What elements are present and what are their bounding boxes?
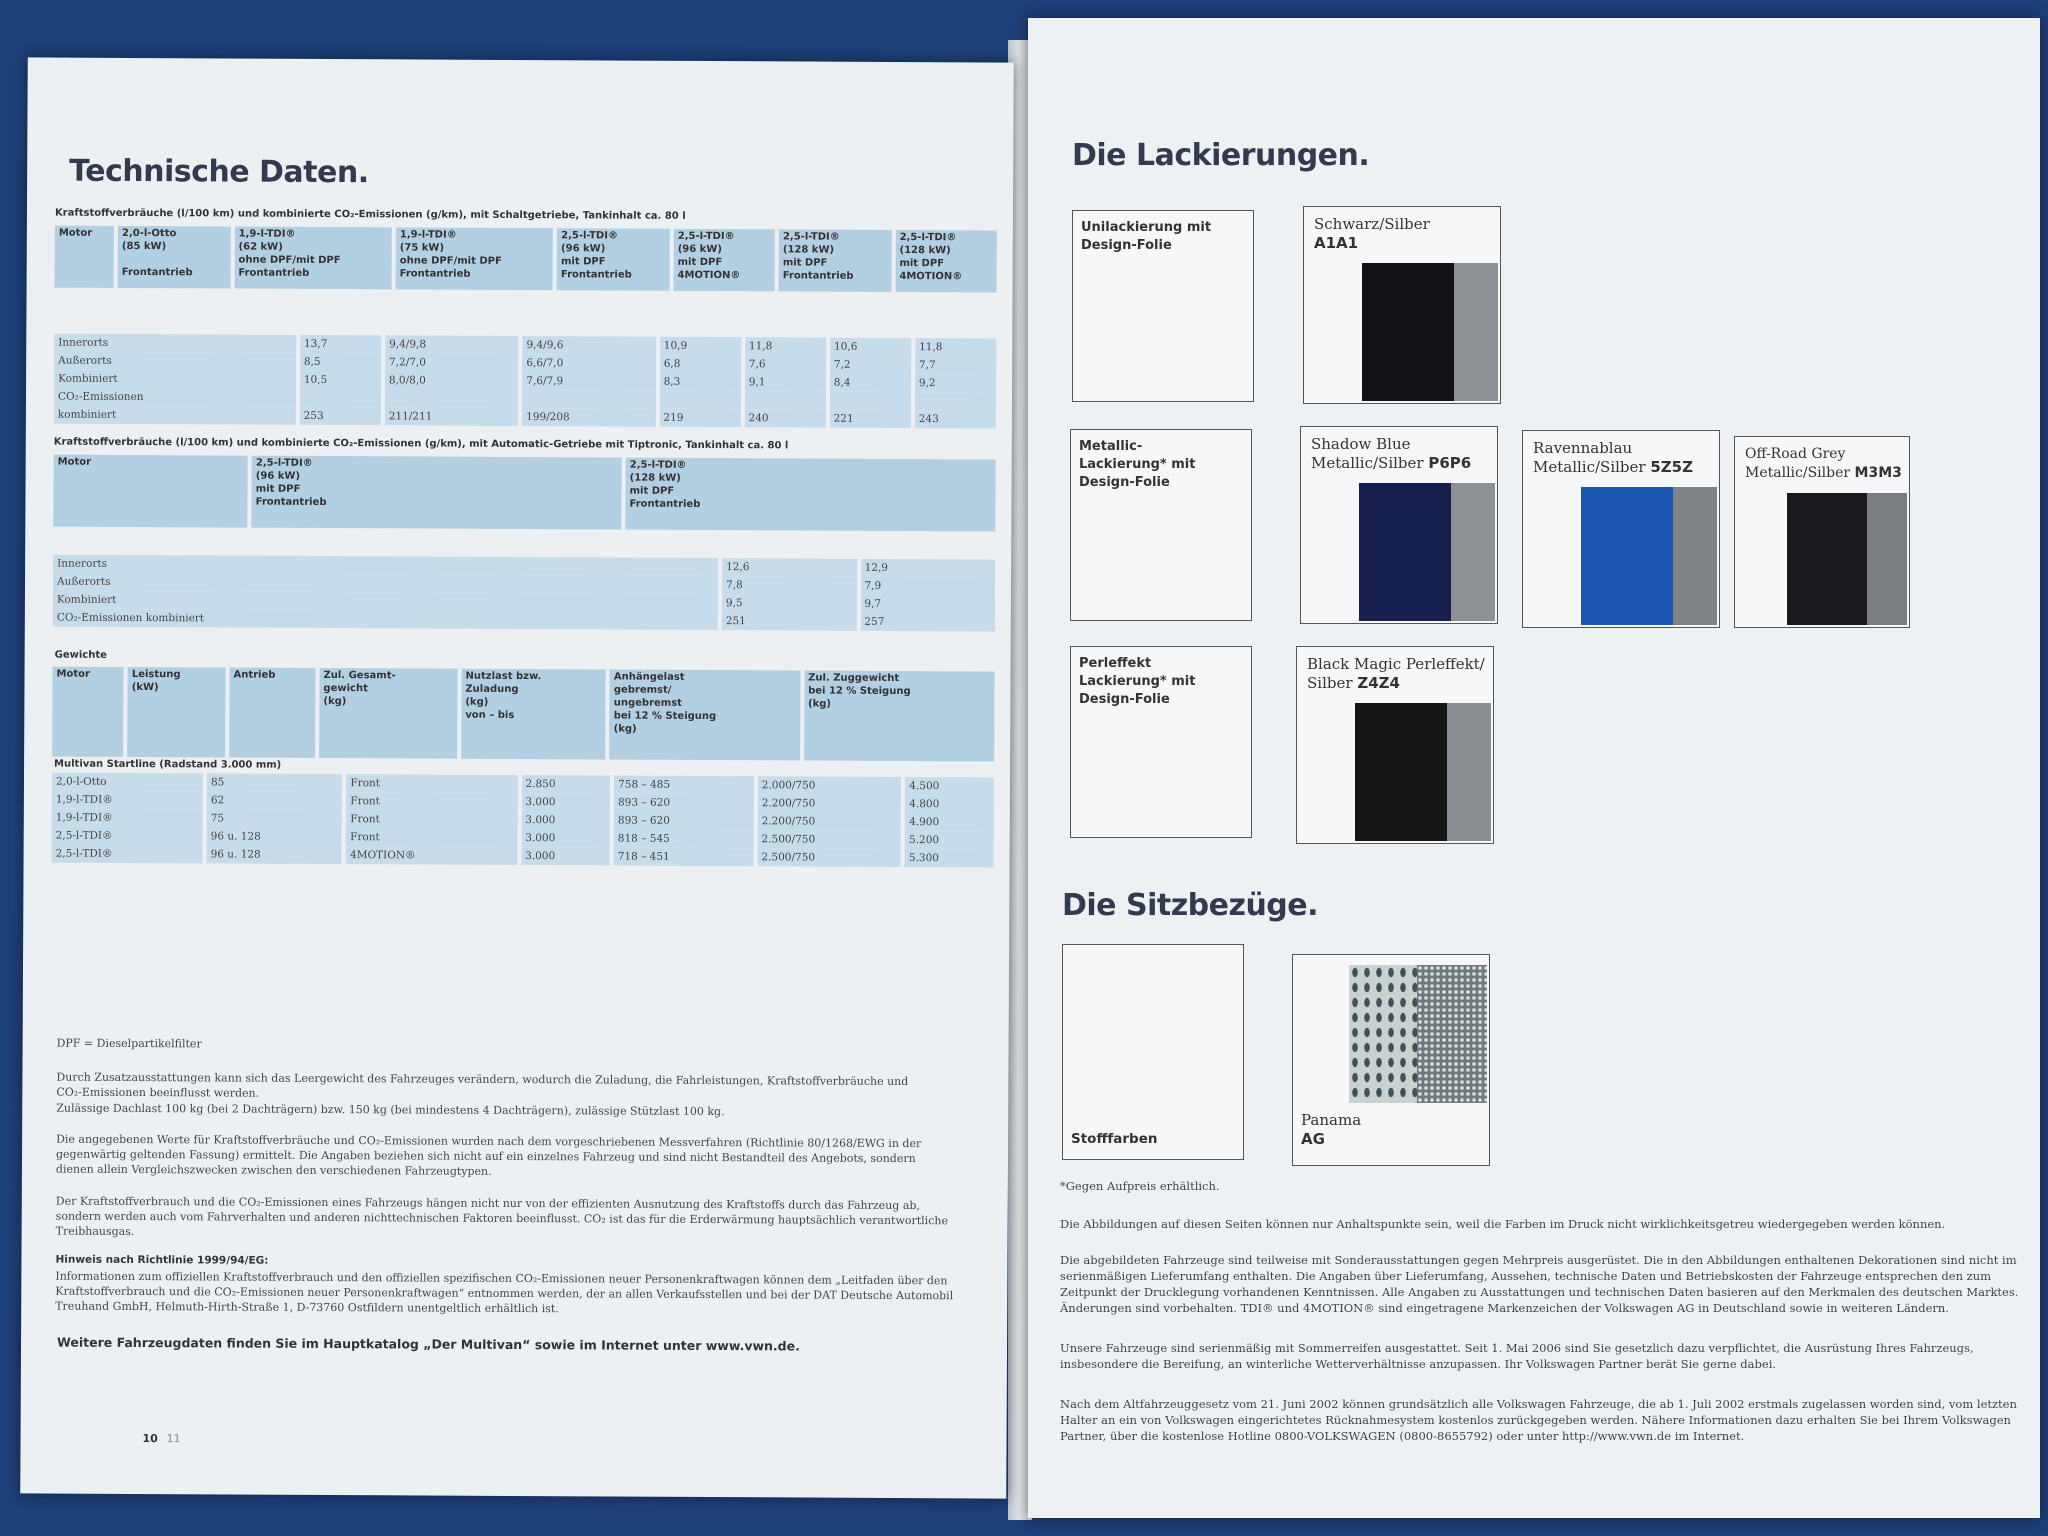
table-cell: 243 xyxy=(915,410,996,428)
header-line: Frontantrieb xyxy=(399,268,471,280)
table-cell: 62 xyxy=(207,791,343,810)
header-line: (62 kW) xyxy=(238,241,283,253)
table-cell: 818 – 545 xyxy=(614,830,754,849)
table-cell: 758 – 485 xyxy=(614,776,754,795)
table-cell: 7,9 xyxy=(860,577,995,596)
header-line: mit DPF xyxy=(677,256,723,269)
swatch-name: Black Magic Perleffekt/ Silber xyxy=(1307,655,1485,692)
swatch-name: Ravennablau Metallic/Silber xyxy=(1533,439,1646,476)
header-line: (128 kW) xyxy=(629,472,681,484)
seat-swatch-panama[interactable] xyxy=(1292,954,1490,1166)
table-cell: 4.800 xyxy=(905,795,994,813)
header-line: (kg) xyxy=(323,695,347,708)
paint-category-uni xyxy=(1072,210,1254,402)
table-cell: 96 u. 128 xyxy=(207,845,343,864)
paint-category-label: Metallic-Lackierung* mit Design-Folie xyxy=(1079,439,1196,490)
table-cell: CO₂-Emissionen kombiniert xyxy=(53,609,718,630)
page-number-left: 10 xyxy=(142,1432,158,1446)
table-cell xyxy=(385,389,518,408)
color-swatch-a1a1[interactable] xyxy=(1303,206,1501,404)
table-cell: 211/211 xyxy=(385,407,518,426)
table2-caption: Kraftstoffverbräuche (l/100 km) und kombinierte CO₂-Emissionen (g/km), mit Automatic-Getriebe mit Tiptronic, Tankinhalt ca. 80 l xyxy=(53,436,789,452)
table2-header xyxy=(49,452,999,535)
header-line: Motor xyxy=(58,227,93,239)
seat-swatch-name: Panama xyxy=(1301,1111,1362,1129)
table-cell: Kombiniert xyxy=(53,591,718,612)
header-line: Frontantrieb xyxy=(238,267,310,279)
table-cell: 6,8 xyxy=(660,355,741,373)
table-cell xyxy=(522,390,655,409)
page-title-technische-daten: Technische Daten. xyxy=(69,153,369,191)
table-cell: 12,6 xyxy=(722,558,857,577)
table-header-cell xyxy=(252,456,622,530)
header-line: Motor xyxy=(56,668,90,680)
table-cell: 3.000 xyxy=(521,847,610,865)
swatch-stripe-fill xyxy=(1454,263,1498,401)
table1-caption: Kraftstoffverbräuche (l/100 km) und kombinierte CO₂-Emissionen (g/km), mit Schaltgetriebe, Tankinhalt ca. 80 l xyxy=(54,207,686,222)
header-line: (kg) xyxy=(808,698,832,710)
table-header-cell xyxy=(895,230,997,293)
table-cell: 96 u. 128 xyxy=(207,827,343,846)
table-cell: 253 xyxy=(300,407,381,425)
header-line: gebremst/ xyxy=(613,684,672,696)
header-line: mit DPF xyxy=(782,257,828,269)
header-line: Motor xyxy=(57,456,92,468)
paint-category-perleffekt xyxy=(1070,646,1252,838)
header-line: Frontantrieb xyxy=(629,498,701,510)
table-cell: 8,5 xyxy=(300,353,381,371)
header-line: mit DPF xyxy=(899,257,945,270)
table-header-cell xyxy=(461,669,606,760)
table-cell: 221 xyxy=(830,410,911,428)
header-line: Frontantrieb xyxy=(782,270,854,282)
header-line: (kg) xyxy=(613,723,637,735)
note-p1b: Zulässige Dachlast 100 kg (bei 2 Dachträgern) bzw. 150 kg (bei mindestens 4 Dachträgern), zulässige Stützlast 100 kg. xyxy=(56,1101,725,1119)
table-cell: 2.850 xyxy=(521,775,610,793)
header-line: 2,5-l-TDI® xyxy=(561,230,618,242)
table-cell: 8,3 xyxy=(660,373,741,391)
table-cell: 7,8 xyxy=(722,576,857,595)
table-header-cell xyxy=(625,458,995,532)
table-cell: 2.000/750 xyxy=(758,776,902,795)
table-header-cell xyxy=(127,667,225,758)
header-line: 2,0-l-Otto xyxy=(121,227,177,240)
swatch-name: Off-Road Grey Metallic/Silber xyxy=(1745,446,1851,481)
table-cell: 3.000 xyxy=(521,793,610,811)
swatch-color-fill xyxy=(1359,483,1451,621)
fine-print-reifen: Unsere Fahrzeuge sind serienmäßig mit Sommerreifen ausgestattet. Seit 1. Mai 2006 sind Sie gesetzlich dazu verpflichtet, die Ausrüstung Ihres Fahrzeugs, insbesondere die Bereifung, an winterliche Wetterverhältnisse anzupassen. Ihr Volkswagen Partner berät Sie gerne dabei. xyxy=(1060,1341,1974,1371)
table-cell: 7,2/7,0 xyxy=(385,353,518,372)
table-cell: Front xyxy=(346,828,517,847)
swatch-stripe-fill xyxy=(1451,483,1495,621)
note-p3: Der Kraftstoffverbrauch und die CO₂-Emissionen eines Fahrzeugs hängen nicht nur von der effizienten Ausnutzung des Kraftstoffs durch das Fahrzeug ab, sondern werden auch vom Fahrverhalten und anderen nichttechnischen Faktoren beeinflusst. CO₂ ist das für die Erderwärmung hauptsächlich verantwortliche Treibhausgas. xyxy=(55,1194,949,1239)
note-p1: Durch Zusatzausstattungen kann sich das Leergewicht des Fahrzeuges verändern, wodurch die Zuladung, die Fahrleistungen, Kraftstoffverbräuche und CO₂-Emissionen beeinflusst werden. xyxy=(56,1070,909,1100)
table-cell: 718 – 451 xyxy=(614,848,754,867)
header-line: bei 12 % Steigung xyxy=(613,710,717,723)
header-line: gewicht xyxy=(323,682,368,695)
note-p2: Die angegebenen Werte für Kraftstoffverbräuche und CO₂-Emissionen wurden nach dem vorgeschriebenen Messverfahren (Richtlinie 80/1268/EWG in der gegenwärtig geltenden Fassung) ermittelt. Die Angaben beziehen sich nicht auf ein einzelnes Fahrzeug und sind nicht Bestandteil des Angebots, sondern dienen allein Vergleichszwecken zwischen den verschiedenen Fahrzeugtypen. xyxy=(55,1132,922,1178)
header-line: 2,5-l-TDI® xyxy=(677,230,735,243)
table-cell: 199/208 xyxy=(522,408,655,427)
header-line: Nutzlast bzw. xyxy=(465,670,542,683)
table-cell xyxy=(300,389,381,407)
header-line: (96 kW) xyxy=(255,470,301,482)
table-header-cell xyxy=(53,455,248,528)
table-cell: 2.200/750 xyxy=(758,794,902,813)
table-cell: 9,7 xyxy=(860,595,995,614)
table-cell xyxy=(915,392,996,410)
table-row xyxy=(53,609,995,632)
header-line: Frontantrieb xyxy=(121,266,193,279)
header-line: 4MOTION® xyxy=(677,269,741,282)
table-cell xyxy=(745,391,826,409)
table-header-cell xyxy=(609,669,800,760)
table-cell: Front xyxy=(346,774,517,793)
header-line: Frontantrieb xyxy=(560,269,632,281)
header-line: Zuladung xyxy=(465,683,519,696)
table-cell: 10,5 xyxy=(300,371,381,389)
table-cell: 75 xyxy=(207,809,343,828)
header-line: (128 kW) xyxy=(899,244,951,257)
fine-print-ausstattung: Die abgebildeten Fahrzeuge sind teilweise mit Sonderausstattungen gegen Mehrpreis ausgerüstet. Die in den Abbildungen enthaltenen Dekorationen sind nicht im serienmäßigen Lieferumfang enthalten. Die Angaben über Lieferumfang, Aussehen, technische Daten und Betriebskosten der Fahrzeuge entsprechen den zum Zeitpunkt der Drucklegung vorhandenen Kenntnissen. Alle Angaben zu Ausstattungen und technischen Daten basieren auf den Merkmalen des deutschen Marktes. Änderungen sind vorbehalten. TDI® und 4MOTION® sind eingetragene Markenzeichen der Volkswagen AG in Deutschland sowie in weiteren Ländern. xyxy=(1060,1253,2019,1315)
table-cell: 6,6/7,0 xyxy=(522,354,655,373)
footer-note: Weitere Fahrzeugdaten finden Sie im Hauptkatalog „Der Multivan“ sowie im Internet unter www.vwn.de. xyxy=(57,1334,800,1354)
table3-caption: Gewichte xyxy=(54,649,107,661)
fine-print-abbildungen: Die Abbildungen auf diesen Seiten können nur Anhaltspunkte sein, weil die Farben im Druck nicht wirklichkeitsgetreu wiedergegeben werden können. xyxy=(1060,1217,1946,1231)
header-line: mit DPF xyxy=(255,483,301,495)
table-cell: 2.500/750 xyxy=(757,848,901,867)
seat-swatch-code: AG xyxy=(1301,1130,1325,1148)
table-row xyxy=(52,845,994,868)
table-cell: 893 – 620 xyxy=(614,812,754,831)
table-header-cell xyxy=(396,227,554,290)
header-line: (85 kW) xyxy=(121,240,167,253)
table-cell: 1,9-l-TDI® xyxy=(52,809,203,828)
table-cell: CO₂-Emissionen xyxy=(54,388,296,407)
table-cell: 7,2 xyxy=(830,356,911,374)
table3-header xyxy=(48,664,998,765)
table-cell: 7,6/7,9 xyxy=(522,372,655,391)
table-cell: 2.500/750 xyxy=(757,830,901,849)
table-header-cell xyxy=(319,668,457,759)
table-cell: 4.500 xyxy=(905,777,994,795)
table-header-cell xyxy=(55,226,114,288)
table-cell: 11,8 xyxy=(915,338,996,356)
color-swatch-z4z4[interactable] xyxy=(1296,646,1494,844)
header-line: (kW) xyxy=(131,681,159,694)
paint-category-label: Unilackierung mit Design-Folie xyxy=(1081,220,1212,253)
table-cell: Innerorts xyxy=(54,334,296,353)
table-row xyxy=(54,406,996,429)
swatch-color-fill xyxy=(1362,263,1454,401)
table-cell: 4MOTION® xyxy=(346,846,517,865)
swatch-code: P6P6 xyxy=(1428,454,1472,472)
seat-category-box xyxy=(1062,944,1244,1160)
table-cell: 2.200/750 xyxy=(758,812,902,831)
table-cell: 9,2 xyxy=(915,374,996,392)
table-cell: 7,7 xyxy=(915,356,996,374)
header-line: Zul. Zuggewicht xyxy=(808,672,900,684)
table-cell: Front xyxy=(346,810,517,829)
table-cell: 11,8 xyxy=(745,337,826,355)
table-header-cell xyxy=(118,226,231,289)
table-cell: 8,0/8,0 xyxy=(385,371,518,390)
color-swatch-p6p6[interactable] xyxy=(1300,426,1498,624)
header-line: 2,5-l-TDI® xyxy=(629,459,687,471)
table-cell: 257 xyxy=(860,613,995,632)
paint-category-label: Perleffekt Lackierung* mit Design-Folie xyxy=(1079,656,1196,707)
title-lackierungen: Die Lackierungen. xyxy=(1072,138,1370,173)
header-line: von – bis xyxy=(465,709,515,721)
swatch-name: Schwarz/Silber xyxy=(1314,215,1430,233)
header-line: 2,5-l-TDI® xyxy=(899,231,957,244)
table-cell: 893 – 620 xyxy=(614,794,754,813)
swatch-stripe-fill xyxy=(1447,703,1491,841)
table-cell: 4.900 xyxy=(905,813,994,831)
header-line: 1,9-l-TDI® xyxy=(238,228,296,240)
table-cell: 8,4 xyxy=(830,374,911,392)
table-cell: kombiniert xyxy=(54,406,296,425)
table-header-cell xyxy=(52,667,124,757)
table-cell: Außerorts xyxy=(53,573,718,594)
table-cell: 85 xyxy=(207,773,343,792)
table-header-cell xyxy=(673,229,775,292)
swatch-stripe-fill xyxy=(1867,493,1907,625)
table-cell: 5.300 xyxy=(905,849,994,867)
fine-print-altfahrzeug: Nach dem Altfahrzeuggesetz vom 21. Juni 2002 können grundsätzlich alle Volkswagen Fahrzeuge, die ab 1. Juli 2002 erstmals zugelassen worden sind, vom letzten Halter an ein von Volkswagen eingerichtetes Rücknahmesystem kostenlos zurückgegeben werden. Nähere Informationen dazu erhalten Sie bei Ihrem Volkswagen Partner, über die kostenlose Hotline 0800-VOLKSWAGEN (0800-8655792) oder unter http://www.vwn.de im Internet. xyxy=(1060,1397,2017,1443)
note-hinweis-title: Hinweis nach Richtlinie 1999/94/EG: xyxy=(55,1253,269,1267)
table-cell xyxy=(830,392,911,410)
header-line: bei 12 % Steigung xyxy=(808,685,911,698)
color-swatch-5z5z[interactable] xyxy=(1522,430,1720,628)
table-cell: 9,1 xyxy=(745,373,826,391)
table-cell: Innerorts xyxy=(53,555,718,576)
header-line: mit DPF xyxy=(629,485,675,497)
table-cell: 3.000 xyxy=(521,811,610,829)
table-header-cell xyxy=(557,228,670,291)
fabric-pattern-dots xyxy=(1349,965,1417,1103)
swatch-code: A1A1 xyxy=(1314,234,1359,252)
table3-values xyxy=(48,773,998,868)
note-dpf: DPF = Dieselpartikelfilter xyxy=(56,1036,202,1051)
table-cell: 9,5 xyxy=(722,594,857,613)
table-cell: 9,4/9,8 xyxy=(385,335,518,354)
header-line: mit DPF xyxy=(560,256,606,268)
header-line: (96 kW) xyxy=(561,243,606,255)
table-cell: 7,6 xyxy=(745,355,826,373)
table-cell: 2,5-l-TDI® xyxy=(52,845,203,864)
table-cell: 12,9 xyxy=(861,559,996,578)
table-cell: Kombiniert xyxy=(54,370,296,389)
header-line: ohne DPF/mit DPF xyxy=(238,254,341,267)
left-page xyxy=(20,57,1014,1498)
swatch-color-fill xyxy=(1581,487,1673,625)
swatch-name: Shadow Blue Metallic/Silber xyxy=(1311,435,1424,472)
header-line: 2,5-l-TDI® xyxy=(782,231,840,243)
swatch-code: 5Z5Z xyxy=(1650,458,1693,476)
table-cell: 1,9-l-TDI® xyxy=(52,791,203,810)
header-line: 2,5-l-TDI® xyxy=(255,457,313,469)
table1-values xyxy=(50,334,1000,429)
table-cell: 5.200 xyxy=(905,831,994,849)
header-line: 1,9-l-TDI® xyxy=(399,229,457,241)
table-header-cell xyxy=(229,667,315,757)
seat-category-label: Stofffarben xyxy=(1071,1131,1158,1147)
header-line: ungebremst xyxy=(613,697,682,709)
header-line: Leistung xyxy=(131,668,181,681)
header-line: ohne DPF/mit DPF xyxy=(399,255,502,267)
paint-category-metallic xyxy=(1070,429,1252,621)
table-cell: 10,9 xyxy=(660,337,741,355)
table-cell: Front xyxy=(346,792,517,811)
right-page xyxy=(1028,18,2040,1518)
color-swatch-m3m3[interactable] xyxy=(1734,436,1910,628)
swatch-stripe-fill xyxy=(1673,487,1717,625)
table-cell: 13,7 xyxy=(300,335,381,353)
swatch-color-fill xyxy=(1787,493,1867,625)
table-header-cell xyxy=(779,229,892,292)
table-cell: 10,6 xyxy=(830,338,911,356)
table-header-cell xyxy=(234,227,392,290)
header-line: Zul. Gesamt- xyxy=(323,669,396,682)
header-line: (75 kW) xyxy=(399,242,445,254)
table1-header xyxy=(51,223,1001,296)
table2-values xyxy=(49,555,999,632)
table-cell: 9,4/9,6 xyxy=(522,336,655,355)
note-hinweis: Informationen zum offiziellen Kraftstoffverbrauch und den offiziellen spezifischen CO₂-Emissionen neuer Personenkraftwagen können dem „Leitfaden über den Kraftstoffverbrauch und die CO₂-Emissionen neuer Personenkraftwagen“ entnommen werden, der an allen Verkaufsstellen und bei der DAT Deutsche Automobil Treuhand GmbH, Helmuth-Hirth-Straße 1, D-73760 Ostfildern unentgeltlich erhältlich ist. xyxy=(55,1269,954,1316)
header-line: Antrieb xyxy=(233,669,276,681)
title-sitzbezuege: Die Sitzbezüge. xyxy=(1062,888,1319,923)
header-line xyxy=(122,254,227,268)
header-line: Anhängelast xyxy=(613,671,685,683)
swatch-code: Z4Z4 xyxy=(1357,674,1400,692)
table-cell: 219 xyxy=(659,409,740,427)
swatch-code: M3M3 xyxy=(1854,465,1902,481)
table-header-cell xyxy=(804,671,995,762)
table-cell: 2,0-l-Otto xyxy=(52,773,203,792)
header-line: (kg) xyxy=(465,696,489,708)
header-line: Frontantrieb xyxy=(255,496,327,508)
table-cell: 240 xyxy=(744,409,825,427)
table-cell: Außerorts xyxy=(54,352,296,371)
swatch-color-fill xyxy=(1355,703,1447,841)
table-cell xyxy=(659,391,740,409)
table-cell: 251 xyxy=(722,612,857,631)
table-cell: 3.000 xyxy=(521,829,610,847)
table3-subcaption: Multivan Startline (Radstand 3.000 mm) xyxy=(54,758,282,771)
header-line: (96 kW) xyxy=(677,243,722,256)
table-cell: 2,5-l-TDI® xyxy=(52,827,203,846)
fabric-pattern-weave xyxy=(1417,965,1487,1103)
header-line: (128 kW) xyxy=(782,244,835,256)
header-line: 4MOTION® xyxy=(899,270,963,283)
fine-print-aufpreis: *Gegen Aufpreis erhältlich. xyxy=(1060,1179,1220,1193)
page-number-right: 11 xyxy=(166,1432,181,1446)
